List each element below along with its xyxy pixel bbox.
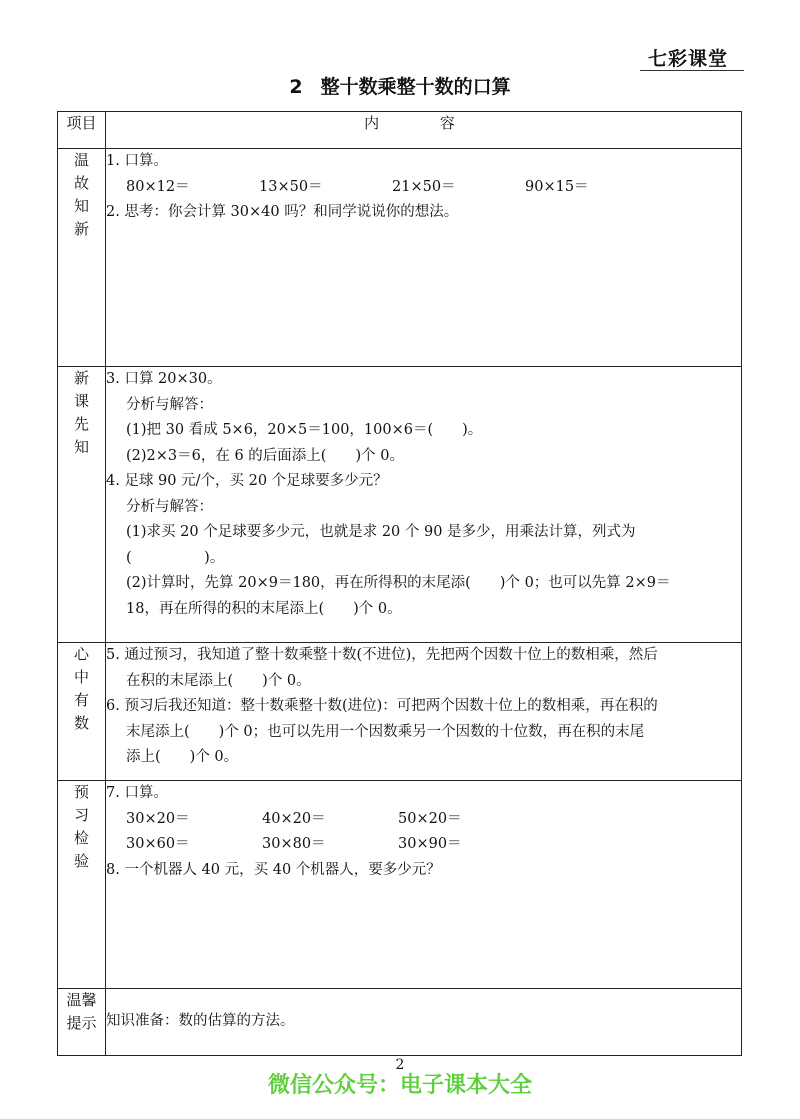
section-label-summary	[58, 643, 106, 781]
label-char: 数	[73, 714, 89, 732]
worksheet-table	[57, 111, 742, 1056]
label-char: 温馨	[66, 991, 97, 1009]
section-tips	[58, 989, 742, 1056]
section-label-check	[58, 781, 106, 989]
calc-item: 30×60＝	[126, 836, 190, 852]
calc-item: 13×50＝	[259, 178, 323, 195]
calc-item: 30×80＝	[262, 836, 326, 852]
calc-row	[106, 807, 741, 833]
page-number: 2	[395, 1057, 405, 1073]
section-body-check	[106, 781, 742, 989]
calc-item: 30×90＝	[398, 836, 462, 852]
label-char: 知	[73, 197, 89, 215]
answer-line: (1)求买 20 个足球要多少元，也就是求 20 个 90 是多少，用乘法计算，列式为	[126, 524, 636, 540]
label-char: 验	[73, 852, 89, 870]
lesson-number: 2	[289, 76, 303, 98]
header-content: 内 容	[106, 112, 742, 149]
answer-line: (1)把 30 看成 5×6，20×5＝100，100×6＝( )。	[126, 422, 483, 438]
label-char: 检	[73, 829, 89, 847]
section-check	[58, 781, 742, 989]
calc-item: 90×15＝	[525, 178, 589, 195]
section-label-new-lesson	[58, 367, 106, 643]
calc-row	[106, 175, 741, 201]
section-review	[58, 149, 742, 367]
label-char: 知	[73, 438, 89, 456]
calc-item: 80×12＝	[126, 178, 190, 195]
calc-item: 40×20＝	[262, 810, 326, 827]
table-header-row	[58, 112, 742, 149]
label-char: 习	[73, 806, 89, 824]
analysis-label: 分析与解答：	[126, 498, 213, 515]
section-summary	[58, 643, 742, 781]
brand-logo: 七彩课堂	[648, 48, 729, 70]
question-7: 7. 口算。	[106, 785, 168, 801]
question-2: 2. 思考：你会计算 30×40 吗？和同学说说你的想法。	[106, 204, 459, 220]
answer-line: (2)计算时，先算 20×9＝180，再在所得积的末尾添( )个 0；也可以先算 2×9＝	[126, 575, 671, 591]
answer-line: ( )。	[126, 549, 225, 566]
answer-line: 18，再在所得的积的末尾添上( )个 0。	[126, 600, 402, 617]
question-1: 1. 口算。	[106, 153, 168, 169]
analysis-label: 分析与解答：	[126, 396, 213, 413]
section-body-summary	[106, 643, 742, 781]
calc-item: 30×20＝	[126, 810, 190, 827]
label-char: 温	[73, 151, 89, 169]
question-6: 6. 预习后我还知道：整十数乘整十数(进位)：可把两个因数十位上的数相乘，再在积的	[106, 698, 658, 714]
text-line: 末尾添上( )个 0；也可以先用一个因数乘另一个因数的十位数，再在积的末尾	[126, 723, 645, 740]
section-body-tips	[106, 989, 742, 1056]
watermark: 微信公众号：电子课本大全	[267, 1073, 532, 1098]
section-label-tips	[58, 989, 106, 1056]
question-5: 5. 通过预习，我知道了整十数乘整十数(不进位)，先把两个因数十位上的数相乘，然后	[106, 647, 658, 663]
header-item: 项目	[58, 112, 106, 149]
label-char: 新	[73, 369, 89, 387]
answer-line: (2)2×3＝6，在 6 的后面添上( )个 0。	[126, 447, 404, 464]
label-char: 预	[73, 783, 89, 801]
question-4: 4. 足球 90 元/个，买 20 个足球要多少元？	[106, 473, 388, 489]
tip-text: 知识准备：数的估算的方法。	[106, 1013, 295, 1030]
text-line: 添上( )个 0。	[126, 749, 239, 765]
section-new-lesson	[58, 367, 742, 643]
question-8: 8. 一个机器人 40 元，买 40 个机器人，要多少元？	[106, 861, 441, 878]
label-char: 故	[73, 174, 89, 192]
section-label-review	[58, 149, 106, 367]
calc-item: 50×20＝	[398, 810, 462, 827]
brand-underline	[640, 70, 744, 71]
label-char: 新	[73, 220, 89, 238]
label-char: 提示	[66, 1014, 97, 1032]
label-char: 中	[73, 668, 89, 686]
calc-item: 21×50＝	[392, 178, 456, 195]
lesson-title: 整十数乘整十数的口算	[320, 76, 511, 98]
question-3: 3. 口算 20×30。	[106, 371, 222, 387]
section-body-new-lesson	[106, 367, 742, 643]
label-char: 先	[73, 415, 89, 433]
label-char: 心	[73, 645, 89, 663]
label-char: 课	[73, 392, 89, 410]
label-char: 有	[73, 691, 89, 709]
section-body-review	[106, 149, 742, 367]
page-title	[0, 72, 800, 99]
calc-row	[106, 832, 741, 858]
text-line: 在积的末尾添上( )个 0。	[126, 672, 311, 689]
